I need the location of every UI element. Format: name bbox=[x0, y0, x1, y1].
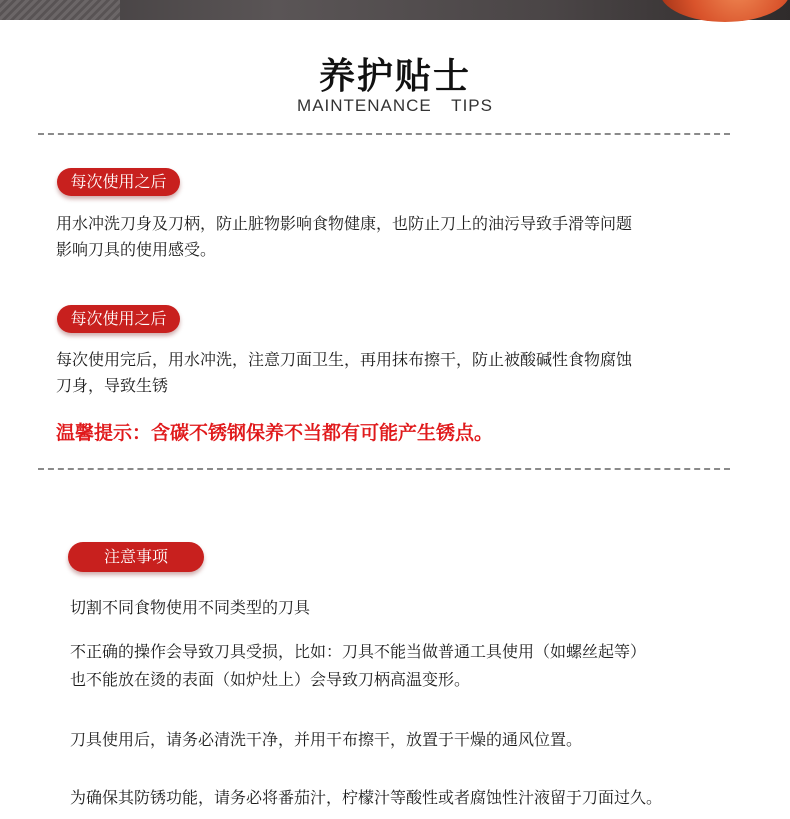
header-photo-strip bbox=[0, 0, 790, 20]
section-badge-after-use: 每次使用之后 bbox=[57, 168, 180, 196]
section2-line-1: 每次使用完后，用水冲洗，注意刀面卫生，再用抹布擦干，防止被酸碱性食物腐蚀 bbox=[56, 350, 633, 369]
middle-divider bbox=[38, 468, 730, 470]
note-item-1: 切割不同食物使用不同类型的刀具 bbox=[70, 598, 311, 617]
section1-line-1: 用水冲洗刀身及刀柄，防止脏物影响食物健康，也防止刀上的油污导致手滑等问题 bbox=[56, 214, 633, 233]
section1-line-2: 影响刀具的使用感受。 bbox=[56, 240, 217, 259]
note-item-4: 刀具使用后，请务必清洗干净，并用干布擦干，放置于干燥的通风位置。 bbox=[70, 730, 583, 749]
note-item-2: 不正确的操作会导致刀具受损，比如：刀具不能当做普通工具使用（如螺丝起等） bbox=[70, 642, 647, 661]
cloth-texture bbox=[0, 0, 120, 20]
note-item-5: 为确保其防锈功能，请务必将番茄汁，柠檬汁等酸性或者腐蚀性汁液留于刀面过久。 bbox=[70, 788, 663, 807]
tomato-image bbox=[660, 0, 790, 22]
page-subtitle: MAINTENANCE TIPS bbox=[297, 96, 493, 115]
section-badge-notes: 注意事项 bbox=[68, 542, 204, 572]
note-item-3: 也不能放在烫的表面（如炉灶上）会导致刀柄高温变形。 bbox=[70, 670, 471, 689]
section-badge-after-use-2: 每次使用之后 bbox=[57, 305, 180, 333]
page-title: 养护贴士 bbox=[318, 56, 471, 97]
section2-line-2: 刀身，导致生锈 bbox=[56, 376, 169, 395]
top-divider bbox=[38, 133, 730, 135]
rust-warning: 温馨提示：含碳不锈钢保养不当都有可能产生锈点。 bbox=[56, 422, 494, 444]
